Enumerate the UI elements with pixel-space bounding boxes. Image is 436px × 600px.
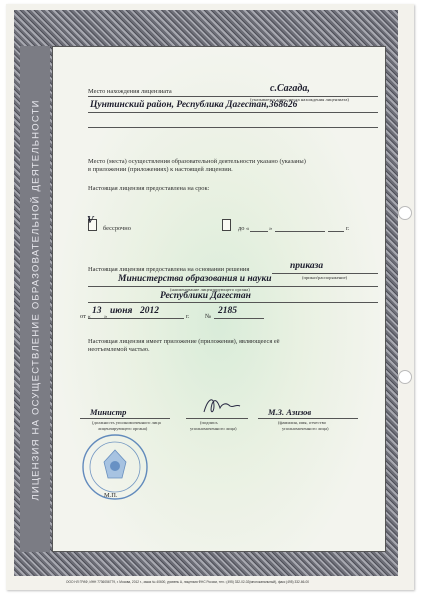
unlimited-check-mark: V: [87, 215, 94, 226]
until-year-suffix: г.: [346, 225, 350, 232]
stamp-label: М.П.: [104, 492, 118, 499]
punch-hole-upper: [398, 206, 412, 220]
basis-label: Настоящая лицензия предоставлена на основании решения: [88, 266, 250, 273]
signature-sub-1: (подпись: [200, 420, 218, 425]
signature-line: [186, 418, 248, 419]
authority-line-2-rule: [88, 302, 378, 303]
authority-sub: (наименование лицензирующего органа): [170, 287, 250, 292]
location-sublabel: (указывается адрес места нахождения лицензиата): [250, 97, 349, 102]
name-line: [258, 418, 358, 419]
until-label: до «: [238, 225, 250, 232]
number-label: №: [205, 313, 212, 320]
location-line-3: [88, 127, 378, 128]
until-checkbox: [222, 219, 231, 231]
date-year-suffix: г.: [186, 313, 190, 320]
order-type: приказа: [290, 261, 324, 271]
attachment-text-1: Настоящая лицензия имеет приложение (приложения), являющееся её: [88, 338, 280, 345]
side-title: ЛИЦЕНЗИЯ НА ОСУЩЕСТВЛЕНИЕ ОБРАЗОВАТЕЛЬНОЙ ДЕЯТЕЛЬНОСТИ: [30, 99, 42, 501]
license-number: 2185: [218, 306, 237, 316]
date-day: 13: [92, 306, 102, 316]
order-type-line: [272, 273, 378, 274]
position-line: [80, 418, 170, 419]
authority: Министерства образования и науки: [118, 274, 272, 284]
until-year-line: [328, 231, 344, 232]
date-from-label: от «: [80, 313, 91, 320]
unlimited-label: бессрочно: [103, 225, 131, 232]
order-type-sub: (приказ/распоряжение): [302, 275, 348, 280]
position-sub-1: (должность уполномоченного лица: [92, 420, 161, 425]
number-line: [214, 318, 264, 319]
date-year: 2012: [140, 306, 159, 316]
until-month-line: [275, 231, 325, 232]
until-tail: »: [269, 225, 273, 232]
signature-sub-2: уполномоченного лица): [190, 426, 237, 431]
signer-position: Министр: [90, 407, 127, 417]
term-label: Настоящая лицензия предоставлена на срок:: [88, 185, 210, 192]
location-value-2: Цунтинский район, Республика Дагестан,368626: [90, 100, 298, 110]
signature-mark: [200, 394, 242, 418]
date-close: »: [104, 313, 108, 320]
date-line: [88, 318, 184, 319]
position-sub-2: лицензирующего органа): [98, 426, 148, 431]
name-sub-1: (фамилия, имя, отчество: [278, 420, 327, 425]
activity-text-2: в приложении (приложениях) к настоящей лицензии.: [88, 166, 233, 173]
printer-footer: ООО НЛ ГРАФ, ИНН 7736056779, г. Москва, 2012 г., заказ № 40600, уровень А, лицензия ФНС России, тел.: (495) 332-02-02(многоканальный), факс (495) 332-66-00: [66, 580, 310, 584]
location-label: Место нахождения лицензиата: [88, 88, 172, 95]
activity-text-1: Место (места) осуществления образовательной деятельности указано (указаны): [88, 158, 306, 165]
name-sub-2: уполномоченного лица): [282, 426, 329, 431]
date-month: июня: [110, 306, 133, 316]
location-value-1: с.Сагада,: [270, 83, 310, 94]
until-day-line: [250, 231, 268, 232]
punch-hole-lower: [398, 370, 412, 384]
authority-line-2: Республики Дагестан: [160, 291, 251, 301]
attachment-text-2: неотъемлемой частью.: [88, 346, 150, 353]
signer-name: М.З. Азизов: [268, 407, 312, 417]
location-line-2: [88, 112, 378, 113]
